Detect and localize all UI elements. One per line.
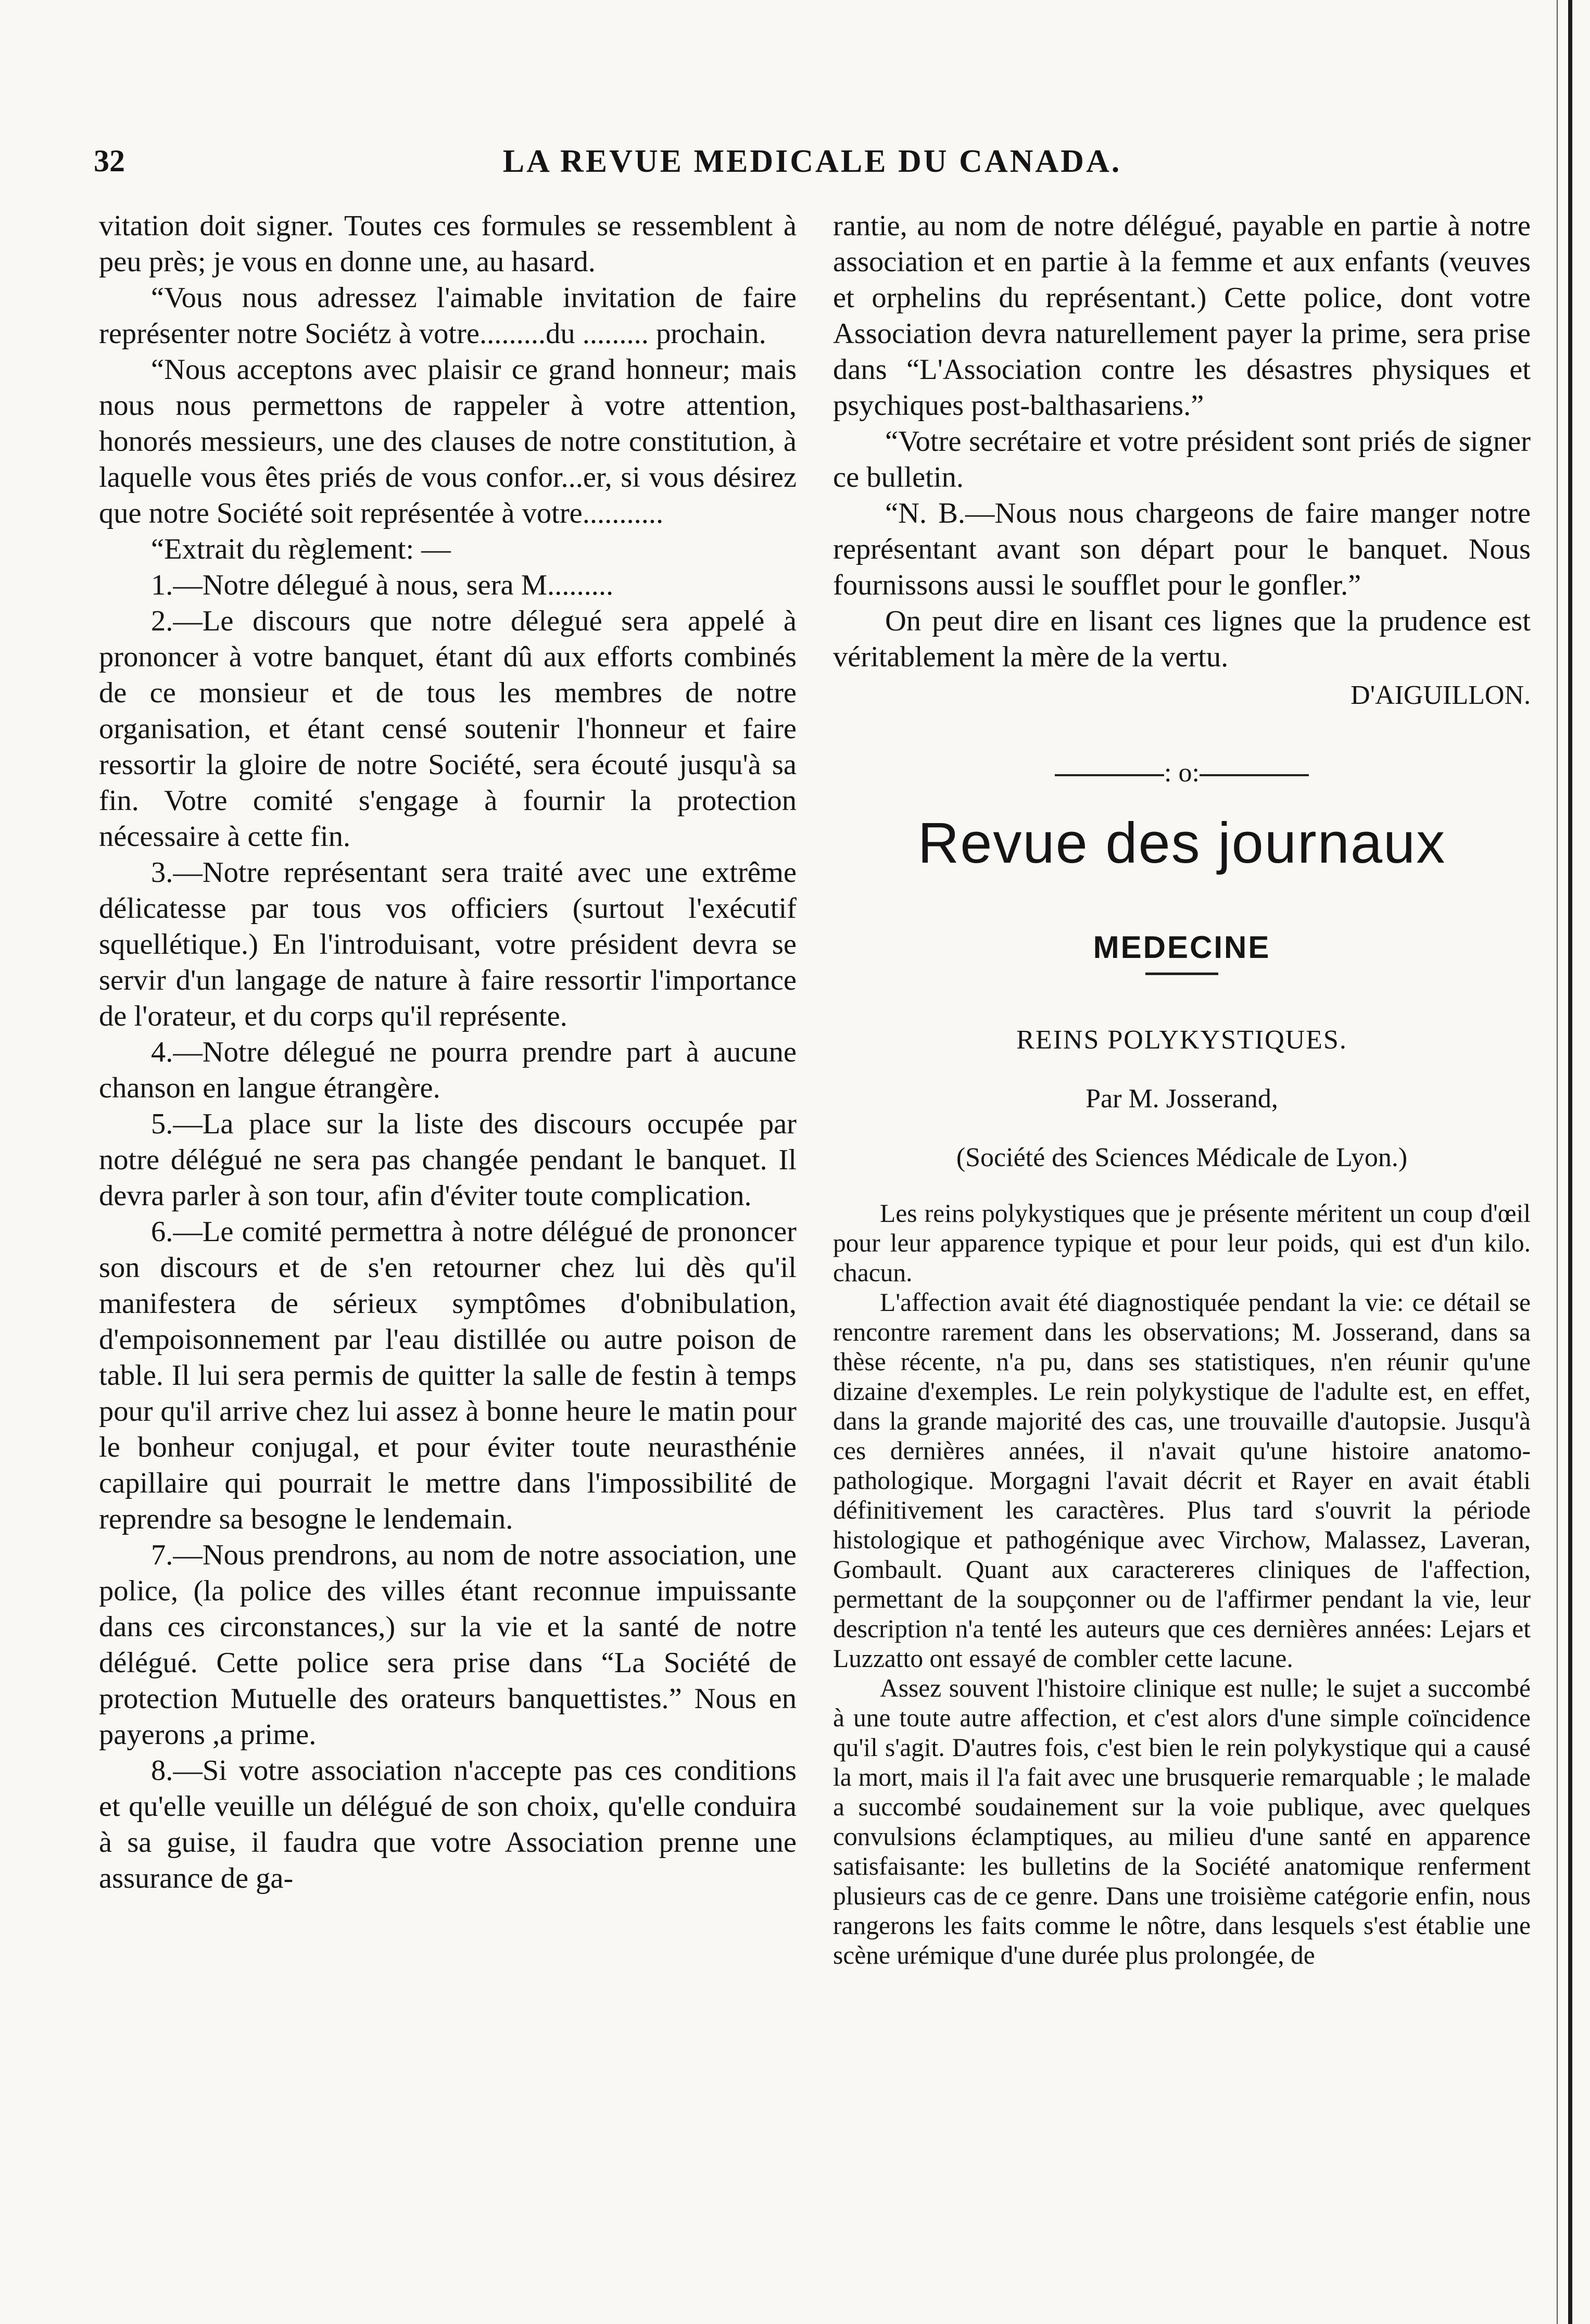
page-number: 32 xyxy=(94,144,125,178)
paragraph: 6.—Le comité permettra à notre délégué de prononcer son discours et de s'en retourner chez lui dès qu'il manifestera de sérieux symptômes d'obnibulation, d'empoisonnement par l'eau distillée ou autre poison de table. Il lui sera permis de quitter la salle de festin à temps pour qu'il arrive chez lui assez à bonne heure le matin pour le bonheur conjugal, et pour éviter toute neurasthénie capillaire qui pourrait le mettre dans l'impossibilité de reprendre sa besogne le lendemain. xyxy=(99,1216,797,1535)
paragraph: Les reins polykystiques que je présente méritent un coup d'œil pour leur apparence typique et pour leur poids, qui est d'un kilo. chacun. xyxy=(833,1199,1531,1287)
article-body xyxy=(833,1198,1531,1970)
paragraph: 3.—Notre représentant sera traité avec une extrême délicatesse par tous vos officiers (surtout l'exécutif squellétique.) En l'introduisant, votre président devra se servir d'un langage de nature à faire ressortir l'importance de l'orateur, et du corps qu'il représente. xyxy=(99,856,797,1032)
paragraph: Assez souvent l'histoire clinique est nulle; le sujet a succombé à une toute autre affection, et c'est alors d'une simple coïncidence qu'il s'agit. D'autres fois, c'est bien le rein polykystique qui a causé la mort, mais il l'a fait avec une brusquerie remarquable ; le malade a succombé soudainement sur la voie publique, avec quelques convulsions éclamptiques, au milieu d'une santé en apparence satisfaisante: les bulletins de la Société anatomique renferment plusieurs cas de ce genre. Dans une troisième catégorie enfin, nous rangerons les faits comme le nôtre, dans lesquels s'est établie une scène urémique d'une durée plus prolongée, de xyxy=(833,1674,1531,1969)
section-title: Revue des journaux xyxy=(917,811,1446,875)
paragraph: vitation doit signer. Toutes ces formules se ressemblent à peu près; je vous en donne une, au hasard. xyxy=(99,210,797,278)
paragraph: “Vous nous adressez l'aimable invitation de faire représenter notre Sociétz à votre.........du ......... prochain. xyxy=(99,282,797,350)
page-edge-line xyxy=(1568,0,1572,2324)
paragraph: “Nous acceptons avec plaisir ce grand honneur; mais nous nous permettons de rappeler à votre attention, honorés messieurs, une des clauses de notre constitution, à laquelle vous êtes priés de vous confor...er, si vous désirez que notre Société soit représentée à votre........... xyxy=(99,353,797,529)
paragraph: 7.—Nous prendrons, au nom de notre association, une police, (la police des villes étant reconnue impuissante dans ces circonstances,) sur la vie et la santé de notre délégué. Cette police sera prise dans “La Société de protection Mutuelle des orateurs banquettistes.” Nous en payerons ,a prime. xyxy=(99,1539,797,1751)
divider-rule-right xyxy=(1200,774,1309,776)
article-title: REINS POLYKYSTIQUES. xyxy=(1016,1025,1347,1055)
page-edge-thin-line xyxy=(1557,0,1558,2324)
paragraph: On peut dire en lisant ces lignes que la prudence est véritablement la mère de la vertu. xyxy=(833,605,1531,673)
right-column xyxy=(833,208,1531,1970)
paragraph: L'affection avait été diagnostiquée pendant la vie: ce détail se rencontre rarement dans les observations; M. Josserand, dans sa thèse récente, n'a pu, dans ses statistiques, n'en réunir qu'une dizaine d'exemples. Le rein polykystique de l'adulte est, en effet, dans la grande majorité des cas, une trouvaille d'autopsie. Jusqu'à ces dernières années, il n'avait qu'une histoire anatomo-pathologique. Morgagni l'avait décrit et Rayer en avait établi définitivement les caractères. Plus tard s'ouvrit la période histologique et pathogénique avec Virchow, Malassez, Laveran, Gombault. Quant aux caractereres cliniques de l'affection, permettant de la soupçonner ou de l'affirmer pendant la vie, leur description n'a tenté les auteurs que ces dernières années: Lejars et Luzzatto ont essayé de combler cette lacune. xyxy=(833,1288,1531,1673)
right-intro-text xyxy=(833,208,1531,675)
paragraph: 4.—Notre délegué ne pourra prendre part à aucune chanson en langue étrangère. xyxy=(99,1036,797,1104)
paragraph: 2.—Le discours que notre délegué sera appelé à prononcer à votre banquet, étant dû aux efforts combinés de ce monsieur et de tous les membres de notre organisation, et étant censé soutenir l'honneur et faire ressortir la gloire de notre Société, sera écouté jusqu'à sa fin. Votre comité s'engage à fournir la protection nécessaire à cette fin. xyxy=(99,605,797,853)
page-header xyxy=(94,143,1531,185)
paragraph: rantie, au nom de notre délégué, payable en partie à notre association et en partie à la femme et aux enfants (veuves et orphelins du représentant.) Cette police, dont votre Association devra naturellement payer la prime, sera prise dans “L'Association contre les désastres physiques et psychiques post-balthasariens.” xyxy=(833,210,1531,422)
paragraph: “Votre secrétaire et votre président sont priés de signer ce bulletin. xyxy=(833,425,1531,494)
left-column xyxy=(99,208,797,1897)
divider-ornament: : o: xyxy=(1164,758,1200,788)
article-source: (Société des Sciences Médicale de Lyon.) xyxy=(956,1143,1408,1172)
subsection-heading: MEDECINE xyxy=(1093,930,1271,965)
divider-rule-left xyxy=(1055,774,1164,776)
paragraph: “N. B.—Nous nous chargeons de faire manger notre représentant avant son départ pour le banquet. Nous fournissons aussi le soufflet pour le gonfler.” xyxy=(833,497,1531,601)
subsection-rule xyxy=(1145,972,1218,975)
paragraph: 1.—Notre délegué à nous, sera M......... xyxy=(151,569,614,601)
article-author: Par M. Josserand, xyxy=(1086,1084,1278,1114)
signature: D'AIGUILLON. xyxy=(1351,680,1531,710)
paragraph: 5.—La place sur la liste des discours occupée par notre délégué ne sera pas changée pendant le banquet. Il devra parler à son tour, afin d'éviter toute complication. xyxy=(99,1108,797,1212)
running-head: LA REVUE MEDICALE DU CANADA. xyxy=(502,144,1122,179)
paragraph: “Extrait du règlement: — xyxy=(151,533,451,565)
paragraph: 8.—Si votre association n'accepte pas ces conditions et qu'elle veuille un délégué de son choix, qu'elle conduira à sa guise, il faudra que votre Association prenne une assurance de ga- xyxy=(99,1754,797,1894)
section-divider xyxy=(833,755,1531,791)
